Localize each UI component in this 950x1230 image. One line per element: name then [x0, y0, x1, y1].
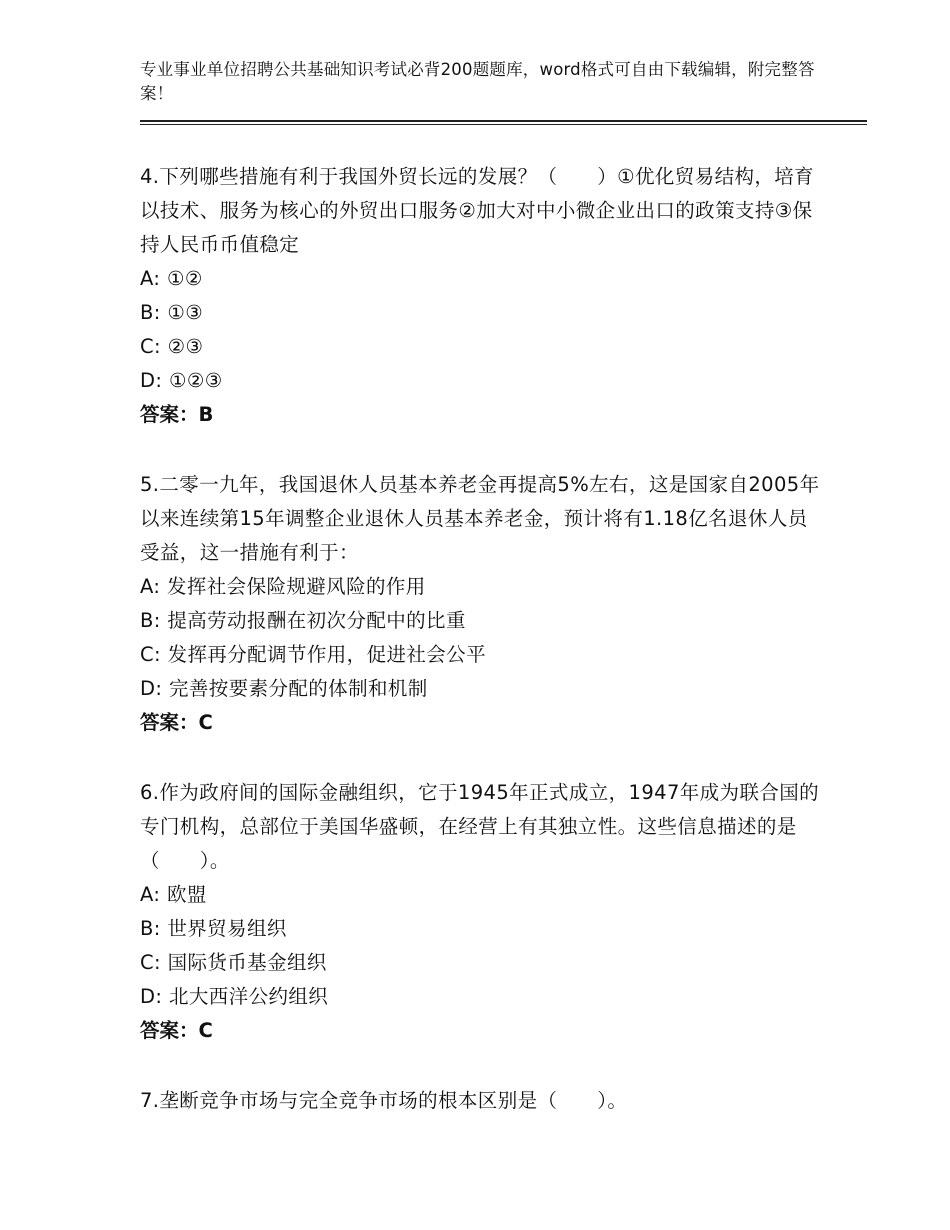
question-text: 6.作为政府间的国际金融组织，它于1945年正式成立，1947年成为联合国的专门机构，总部位于美国华盛顿，在经营上有其独立性。这些信息描述的是（ ）。	[140, 781, 820, 872]
header-divider-thick	[140, 120, 867, 122]
option-b: B: 世界贸易组织	[140, 917, 287, 940]
header-divider-thin	[140, 124, 867, 125]
option-a: A: 发挥社会保险规避风险的作用	[140, 575, 426, 598]
question-6	[140, 776, 820, 1048]
option-b: B: ①③	[140, 301, 204, 324]
option-d: D: 北大西洋公约组织	[140, 985, 329, 1008]
option-d: D: ①②③	[140, 369, 223, 392]
question-5	[140, 468, 820, 740]
answer-label: 答案：B	[140, 403, 214, 426]
question-4	[140, 160, 820, 432]
question-text: 5.二零一九年，我国退休人员基本养老金再提高5%左右，这是国家自2005年以来连续第15年调整企业退休人员基本养老金，预计将有1.18亿名退休人员受益，这一措施有利于：	[140, 473, 820, 564]
option-c: C: 国际货币基金组织	[140, 951, 327, 974]
option-c: C: 发挥再分配调节作用，促进社会公平	[140, 643, 486, 666]
option-a: A: ①②	[140, 267, 203, 290]
answer-label: 答案：C	[140, 711, 213, 734]
question-7	[140, 1084, 820, 1118]
document-header: 专业事业单位招聘公共基础知识考试必背200题题库，word格式可自由下载编辑，附完整答案！	[140, 60, 815, 103]
question-text: 4.下列哪些措施有利于我国外贸长远的发展？（ ）①优化贸易结构，培育以技术、服务为核心的外贸出口服务②加大对中小微企业出口的政策支持③保持人民币币值稳定	[140, 165, 815, 256]
option-a: A: 欧盟	[140, 883, 207, 906]
question-text: 7.垄断竞争市场与完全竞争市场的根本区别是（ ）。	[140, 1089, 628, 1112]
option-b: B: 提高劳动报酬在初次分配中的比重	[140, 609, 466, 632]
answer-label: 答案：C	[140, 1019, 213, 1042]
option-d: D: 完善按要素分配的体制和机制	[140, 677, 428, 700]
option-c: C: ②③	[140, 335, 204, 358]
